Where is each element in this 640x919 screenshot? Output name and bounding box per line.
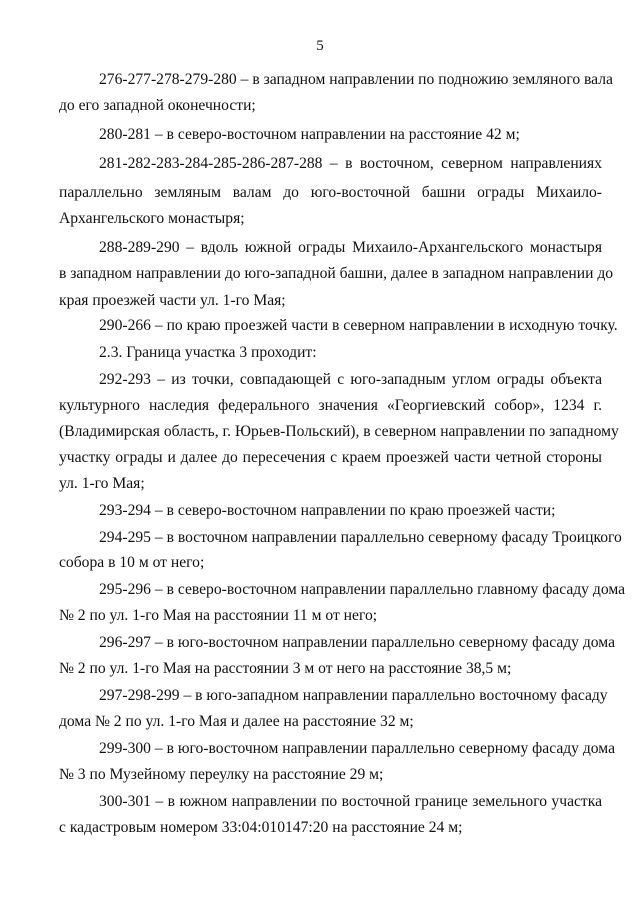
text-line: 293-294 – в северо-восточном направлении по краю проезжей части; [99, 502, 556, 519]
text-line: в западном направлении до юго-западной башни, далее в западном направлении до [59, 265, 614, 282]
text-line: 297-298-299 – в юго-западном направлении параллельно восточному фасаду [99, 687, 608, 704]
text-line: 2.3. Граница участка 3 проходит: [99, 344, 317, 361]
text-line: параллельно земляным валам до юго-восточной башни ограды Михаило- [59, 184, 602, 201]
text-line: Архангельского монастыря; [59, 210, 245, 227]
text-line: 299-300 – в юго-восточном направлении параллельно северному фасаду дома [99, 740, 615, 757]
text-line: культурного наследия федерального значения «Георгиевский собор», 1234 г. [59, 397, 602, 414]
text-line: № 3 по Музейному переулку на расстояние 29 м; [59, 766, 384, 783]
text-line: 300-301 – в южном направлении по восточной границе земельного участка [99, 793, 602, 810]
text-line: 296-297 – в юго-восточном направлении параллельно северному фасаду дома [99, 634, 615, 651]
text-line: 288-289-290 – вдоль южной ограды Михаило-Архангельского монастыря [99, 239, 602, 256]
text-line: дома № 2 по ул. 1-го Мая и далее на расстояние 32 м; [59, 713, 414, 730]
text-line: (Владимирская область, г. Юрьев-Польский), в северном направлении по западному [59, 423, 619, 440]
text-line: участку ограды и далее до пересечения с краем проезжей части четной стороны [59, 449, 602, 466]
text-line: ул. 1-го Мая; [59, 475, 145, 492]
text-line: 280-281 – в северо-восточном направлении на расстояние 42 м; [99, 126, 520, 143]
text-line: 281-282-283-284-285-286-287-288 – в восточном, северном направлениях [99, 155, 602, 172]
text-line: 295-296 – в северо-восточном направлении параллельно главному фасаду дома [99, 581, 625, 598]
text-line: края проезжей части ул. 1-го Мая; [59, 292, 286, 309]
text-line: 294-295 – в восточном направлении параллельно северному фасаду Троицкого [99, 529, 622, 546]
text-line: с кадастровым номером 33:04:010147:20 на расстояние 24 м; [59, 819, 463, 836]
page-number: 5 [316, 38, 324, 54]
text-line: до его западной оконечности; [59, 97, 256, 114]
text-line: 276-277-278-279-280 – в западном направлении по подножию земляного вала [99, 71, 613, 88]
text-line: 290-266 – по краю проезжей части в северном направлении в исходную точку. [99, 317, 618, 334]
text-line: № 2 по ул. 1-го Мая на расстоянии 11 м от него; [59, 607, 378, 624]
text-line: 292-293 – из точки, совпадающей с юго-западным углом ограды объекта [99, 371, 602, 388]
text-line: собора в 10 м от него; [59, 554, 205, 571]
text-line: № 2 по ул. 1-го Мая на расстоянии 3 м от него на расстояние 38,5 м; [59, 660, 512, 677]
